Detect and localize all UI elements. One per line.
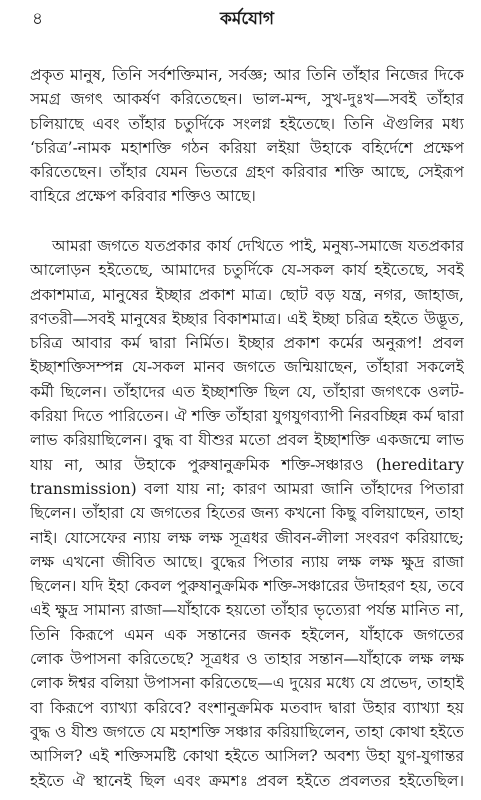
page-number: ৪ <box>32 9 44 29</box>
text-line: রণতরী—সবই মানুষের ইচ্ছার বিকাশমাত্র। এই ইচ্ছা চরিত্র হইতে উদ্ভূত, <box>30 309 464 328</box>
text-line: প্রকৃত মানুষ, তিনি সর্বশক্তিমান, সর্বজ্ঞ; আর তিনি তাঁহার নিজের দিকে <box>30 66 464 84</box>
text-line: ছিলেন। তাঁহারা যে জগতের হিতের জন্য কখনো কিছু বলিয়াছেন, তাহা <box>30 504 464 523</box>
text-line: চরিত্র আবার কর্ম দ্বারা নির্মিত। ইচ্ছার প্রকাশ কর্মের অনুরূপ! প্রবল <box>30 334 464 353</box>
text-line: নাই। যোসেফের ন্যায় লক্ষ লক্ষ সূত্রধর জীবন-লীলা সংবরণ করিয়াছে; <box>30 528 464 547</box>
text-line: চলিয়াছে এবং তাঁহার চতুর্দিকে সংলগ্ন হইতেছে। তিনি ঐগুলির মধ্য <box>30 114 464 133</box>
text-line: আলোড়ন হইতেছে, আমাদের চতুর্দিকে যে-সকল কার্য হইতেছে, সবই <box>30 261 464 280</box>
text-line: তিনি কিরূপে এমন এক সন্তানের জনক হইলেন, যাঁহাকে জগতের <box>30 625 464 644</box>
text-line: হইতে ঐ স্থানেই ছিল এবং ক্রমশঃ প্রবল হইতে প্রবলতর হইতেছিল। <box>30 771 464 790</box>
text-line: আসিল? এই শক্তিসমষ্টি কোথা হইতে আসিল? অবশ্য উহা যুগ-যুগান্তর <box>30 747 464 766</box>
text-line: বাহিরে প্রক্ষেপ করিবার শক্তিও আছে। <box>30 187 256 206</box>
text-line: যায় না, আর উহাকে পুরুষানুক্রমিক শক্তি-সঞ্চারও (hereditary <box>30 455 464 474</box>
text-line: লোক ঈশ্বর বলিয়া উপাসনা করিতেছে—এ দুয়ের মধ্যে যে প্রভেদ, তাহাই <box>30 674 464 693</box>
text-line: ‘চরিত্র’-নামক মহাশক্তি গঠন করিয়া লইয়া উহাকে বহির্দেশে প্রক্ষেপ <box>30 138 464 157</box>
text-line: কর্মী ছিলেন। তাঁহাদের এত ইচ্ছাশক্তি ছিল যে, তাঁহারা জগৎকে ওলট- <box>30 382 464 401</box>
text-line: লক্ষ এখনো জীবিত আছে। বুদ্ধের পিতার ন্যায় লক্ষ লক্ষ ক্ষুদ্র রাজা <box>30 552 464 571</box>
text-line: আমরা জগতে যতপ্রকার কার্য দেখিতে পাই, মনুষ্য-সমাজে যতপ্রকার <box>52 237 464 255</box>
text-line: এই ক্ষুদ্র সামান্য রাজা—যাঁহাকে হয়তো তাঁহার ভৃত্যেরা পর্যন্ত মানিত না, <box>30 601 464 620</box>
text-line: করিতেছেন। তাঁহার যেমন ভিতরে গ্রহণ করিবার শক্তি আছে, সেইরূপ <box>30 163 464 182</box>
text-line: বুদ্ধ ও যীশু জগতে যে মহাশক্তি সঞ্চার করিয়াছিলেন, তাহা কোথা হইতে <box>30 722 464 741</box>
paragraph-continued <box>30 63 464 209</box>
text-line: প্রকাশমাত্র, মানুষের ইচ্ছার প্রকাশ মাত্র। ছোট বড় যন্ত্র, নগর, জাহাজ, <box>30 285 464 304</box>
text-line: ইচ্ছাশক্তিসম্পন্ন যে-সকল মানব জগতে জন্মিয়াছেন, তাঁহারা সকলেই <box>30 358 464 377</box>
text-line: লাভ করিয়াছিলেন। বুদ্ধ বা যীশুর মতো প্রবল ইচ্ছাশক্তি একজন্মে লাভ <box>30 431 464 450</box>
text-line: লোক উপাসনা করিতেছে? সূত্রধর ও তাহার সন্তান—যাঁহাকে লক্ষ লক্ষ <box>30 650 464 669</box>
text-line: করিয়া দিতে পারিতেন। ঐ শক্তি তাঁহারা যুগযুগব্যাপী নিরবচ্ছিন্ন কর্ম দ্বারা <box>30 407 464 426</box>
running-title: কর্মযোগ <box>219 9 275 29</box>
text-line: ছিলেন। যদি ইহা কেবল পুরুষানুক্রমিক শক্তি-সঞ্চারের উদাহরণ হয়, তবে <box>30 577 464 596</box>
paragraph <box>30 234 464 793</box>
running-header <box>30 6 464 32</box>
text-line: বা কিরূপে ব্যাখ্যা করিবে? বংশানুক্রমিক মতবাদ দ্বারা উহার ব্যাখ্যা হয় <box>30 698 464 717</box>
text-line: সমগ্র জগৎ আকর্ষণ করিতেছেন। ভাল-মন্দ, সুখ-দুঃখ—সবই তাঁহার <box>30 90 464 109</box>
text-line: transmission) বলা যায় না; কারণ আমরা জানি তাঁহাদের পিতারা <box>30 479 464 498</box>
